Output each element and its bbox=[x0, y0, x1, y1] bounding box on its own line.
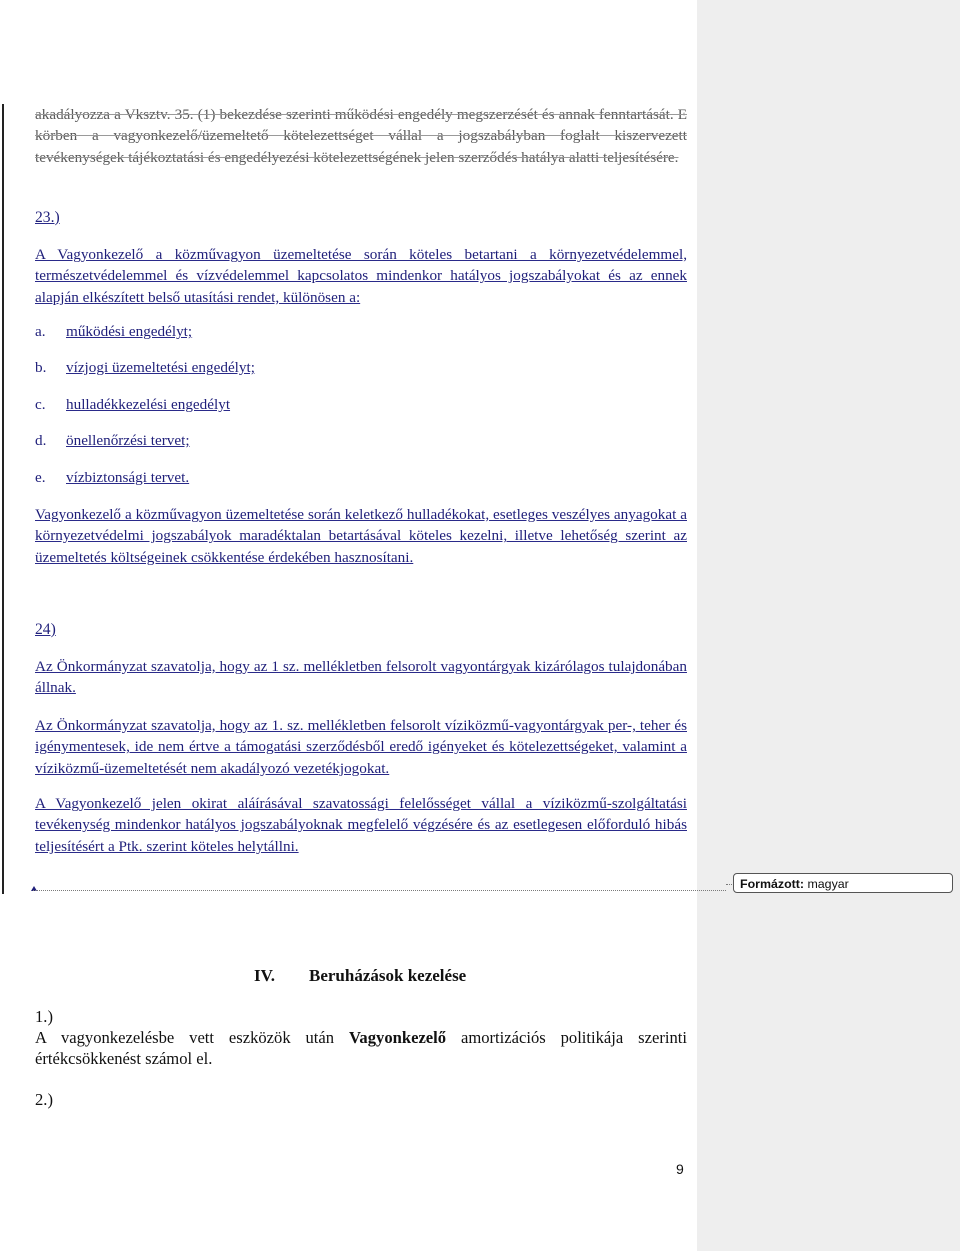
section-24-paragraph-1: Az Önkormányzat szavatolja, hogy az 1 sz. mellékletben felsorolt vagyontárgyak kizárólagos tulajdonában állnak. bbox=[35, 658, 687, 697]
list-item bbox=[35, 468, 189, 488]
list-item-text: önellenőrzési tervet; bbox=[66, 432, 190, 449]
top-paragraph: akadályozza a Vksztv. 35. (1) bekezdése szerinti működési engedély megszerzését és annak fenntartását. E körben a vagyonkezelő/üzemeltető kötelezettséget vállal a jogszabályban foglalt kiszervezett tevékenységek tájékoztatási és engedélyezési kötelezettségének jelen szerződés hatálya alatti teljesítésére. bbox=[35, 106, 687, 166]
page-number: 9 bbox=[676, 1161, 684, 1177]
chapter-title: Beruházások kezelése bbox=[309, 966, 467, 985]
section-23-closing: Vagyonkezelő a közművagyon üzemeltetése során keletkező hulladékokat, esetleges veszélyes anyagokat a környezetvédelmi jogszabályok maradéktalan betartásával köteles kezelni, illetve lehetőség szerint az üzemeltetés költségeinek csökkentése érdekében hasznosítani. bbox=[35, 506, 687, 566]
list-item-text: vízjogi üzemeltetési engedélyt; bbox=[66, 359, 255, 376]
change-bar bbox=[2, 104, 4, 894]
point-1-bold: Vagyonkezelő bbox=[348, 1028, 447, 1047]
list-item-mark: a. bbox=[35, 323, 46, 340]
balloon-leader-line bbox=[33, 890, 726, 891]
section-23-number: 23.) bbox=[35, 209, 60, 226]
list-item-mark: e. bbox=[35, 469, 46, 486]
point-1-text-before: A vagyonkezelésbe vett eszközök után bbox=[35, 1028, 335, 1047]
list-item-mark: c. bbox=[35, 396, 46, 413]
section-24-paragraph-2: Az Önkormányzat szavatolja, hogy az 1. sz. mellékletben felsorolt víziközmű-vagyontárgyak per-, teher és igénymentesek, ide nem értve a támogatási szerződésből eredő igényeket és kötelezettségeket, valamint a víziközmű-üzemeltetését nem akadályozó vezetékjogokat. bbox=[35, 717, 687, 777]
list-item-mark: d. bbox=[35, 432, 47, 449]
section-24-number: 24) bbox=[35, 621, 56, 638]
format-balloon-label: Formázott: bbox=[740, 877, 805, 891]
section-23-intro: A Vagyonkezelő a közművagyon üzemeltetése során köteles betartani a környezetvédelemmel, természetvédelemmel és vízvédelemmel kapcsolatos mindenkor hatályos jogszabályokat és az ennek alapján elkészített belső utasítási rendet, különösen a: bbox=[35, 246, 687, 306]
chapter-numeral: IV. bbox=[254, 966, 275, 985]
list-item bbox=[35, 322, 192, 342]
list-item bbox=[35, 431, 190, 451]
point-1-text bbox=[35, 1027, 687, 1069]
list-item bbox=[35, 395, 230, 415]
format-comment-balloon[interactable] bbox=[733, 873, 953, 893]
list-item-mark: b. bbox=[35, 359, 47, 376]
list-item-text: vízbiztonsági tervet. bbox=[66, 469, 190, 486]
list-item-text: hulladékkezelési engedélyt bbox=[66, 396, 231, 413]
point-2-number: 2.) bbox=[35, 1090, 53, 1109]
markup-pane bbox=[697, 0, 960, 1251]
point-1-text-after: amortizációs politikája szerinti értékcsökkenést számol el. bbox=[35, 1028, 687, 1068]
point-1-number: 1.) bbox=[35, 1007, 53, 1026]
section-24-paragraph-3: A Vagyonkezelő jelen okirat aláírásával szavatossági felelősséget vállal a víziközmű-szolgáltatási tevékenység mindenkor hatályos jogszabályoknak megfelelő végzésére és az esetlegesen előforduló hibás teljesítésért a Ptk. szerint köteles helytállni. bbox=[35, 795, 687, 855]
list-item bbox=[35, 358, 255, 378]
list-item-text: működési engedélyt; bbox=[66, 323, 193, 340]
format-balloon-value: magyar bbox=[807, 877, 849, 891]
